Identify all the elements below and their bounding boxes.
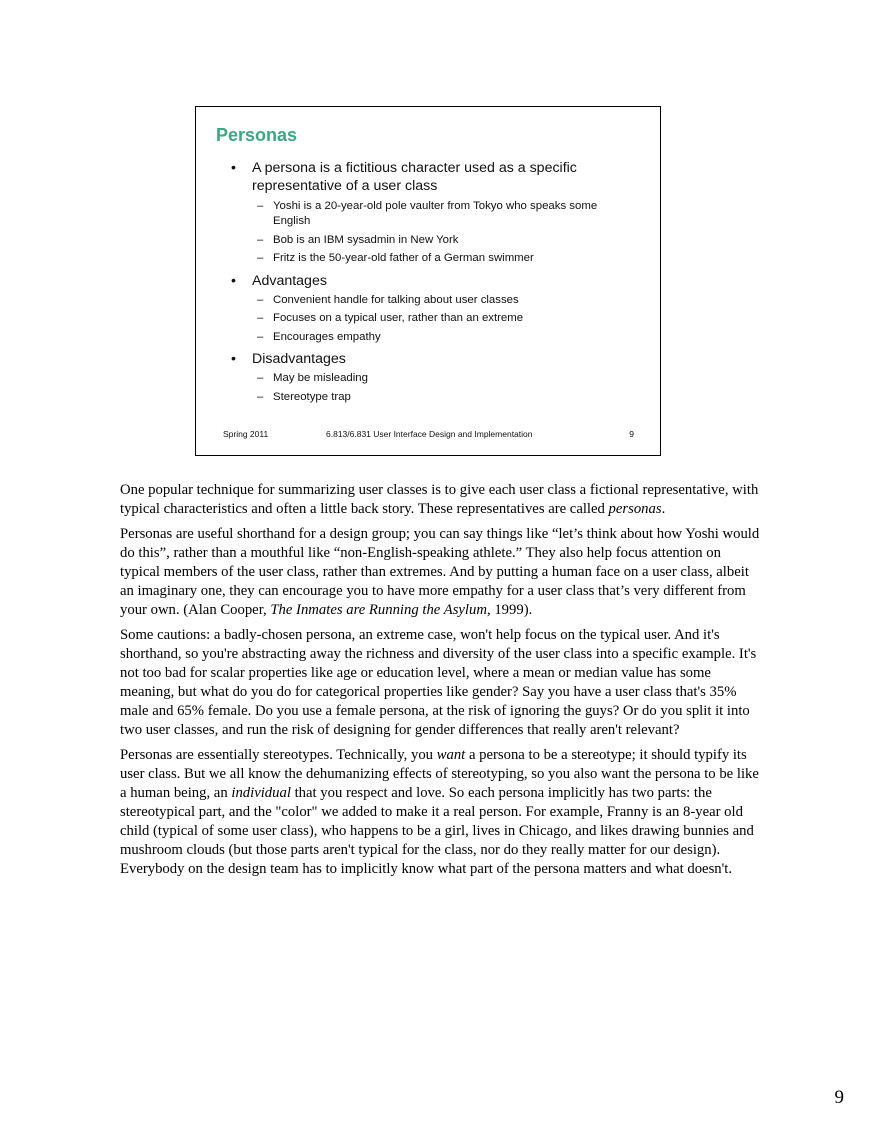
slide-subbullet-text: May be misleading: [273, 372, 368, 384]
dash-icon: –: [257, 372, 264, 384]
slide-bullet-text: A persona is a fictitious character used as a specific representative of a user class: [252, 160, 577, 194]
slide-subbullet: [257, 330, 618, 345]
slide-subbullet-text: Convenient handle for talking about user classes: [273, 294, 519, 306]
slide-bullet-text: Disadvantages: [252, 351, 346, 367]
slide-footer-semester: Spring 2011: [223, 429, 269, 439]
notes-emphasis: want: [436, 747, 466, 763]
slide-bullet: [231, 272, 627, 290]
slide-subbullet: [257, 233, 618, 248]
slide-footer-number: 9: [629, 429, 634, 439]
slide-subbullet-text: Encourages empathy: [273, 331, 381, 343]
slide-subbullet: [257, 199, 618, 229]
dash-icon: –: [257, 200, 264, 212]
slide-bullet: [231, 159, 627, 195]
slide-subbullet-text: Stereotype trap: [273, 391, 351, 403]
slide-subbullet-text: Bob is an IBM sysadmin in New York: [273, 234, 459, 246]
notes-book-title: The Inmates are Running the Asylum: [270, 602, 487, 618]
slide-subbullet: [257, 371, 618, 386]
slide-subbullet: [257, 311, 618, 326]
slide-thumbnail: [195, 106, 661, 456]
slide-subbullet: [257, 390, 618, 405]
notes-emphasis: personas: [608, 501, 662, 517]
bullet-dot-icon: •: [231, 160, 236, 176]
notes-paragraph: [120, 481, 762, 519]
dash-icon: –: [257, 294, 264, 306]
slide-subbullet-text: Fritz is the 50-year-old father of a German swimmer: [273, 252, 534, 264]
notes-paragraph: [120, 746, 762, 879]
slide-title: Personas: [216, 125, 298, 145]
lecture-notes: [120, 481, 762, 885]
notes-paragraph: Some cautions: a badly-chosen persona, an extreme case, won't help focus on the typical user. And it's shorthand, so you're abstracting away the richness and diversity of the user class into a specific example. It's not too bad for scalar properties like age or education level, where a mean or median value has some meaning, but what do you do for categorical properties like gender? Say you have a user class that's 35% male and 65% female. Do you use a female persona, at the risk of ignoring the guys? Or do you split it into two user classes, and run the risk of designing for gender differences that really aren't relevant?: [120, 627, 757, 738]
slide-footer-course: 6.813/6.831 User Interface Design and Implementation: [326, 429, 533, 439]
slide-subbullet-text: Focuses on a typical user, rather than an extreme: [273, 312, 524, 324]
notes-paragraph: [120, 525, 762, 620]
notes-text: .: [661, 501, 666, 517]
dash-icon: –: [257, 234, 264, 246]
slide-bullet: [231, 350, 627, 368]
notes-text: Personas are useful shorthand for a design group; you can say things like “let’s think about how Yoshi would do this”, rather than a mouthful like “non-English-speaking athlete.” They also help focus attention on typical members of the user class, rather than extremes. And by putting a human face on a user class, albeit an imaginary one, they can encourage you to have more empathy for a user class that’s very different from your own. (Alan Cooper,: [120, 526, 760, 618]
dash-icon: –: [257, 252, 264, 264]
notes-text: a persona to be a stereotype; it should typify its user class. But we all know the dehumanizing effects of stereotyping, so you also want the persona to be like a human being, an: [120, 747, 759, 801]
slide-subbullet: [257, 293, 618, 308]
page-number: 9: [834, 1087, 844, 1108]
notes-emphasis: individual: [231, 785, 291, 801]
dash-icon: –: [257, 331, 264, 343]
notes-text: Personas are essentially stereotypes. Technically, you: [120, 747, 437, 763]
notes-text: that you respect and love. So each persona implicitly has two parts: the stereotypical part, and the "color" we added to make it a real person. For example, Franny is an 8-year old child (typical of some user class), who happens to be a girl, lives in Chicago, and likes drawing bunnies and mushroom clouds (but those parts aren't typical for the class, nor do they really matter for our design). Everybody on the design team has to implicitly know what part of the persona matters and what doesn't.: [120, 785, 754, 877]
slide-bullet-text: Advantages: [252, 273, 327, 289]
dash-icon: –: [257, 391, 264, 403]
slide-subbullet: [257, 251, 618, 266]
notes-text: , 1999).: [486, 602, 533, 618]
bullet-dot-icon: •: [231, 351, 236, 367]
notes-text: One popular technique for summarizing user classes is to give each user class a fictional representative, with typical characteristics and often a little back story. These representatives are called: [120, 482, 759, 517]
slide-subbullet-text: Yoshi is a 20-year-old pole vaulter from Tokyo who speaks some English: [273, 200, 598, 227]
bullet-dot-icon: •: [231, 273, 236, 289]
dash-icon: –: [257, 312, 264, 324]
